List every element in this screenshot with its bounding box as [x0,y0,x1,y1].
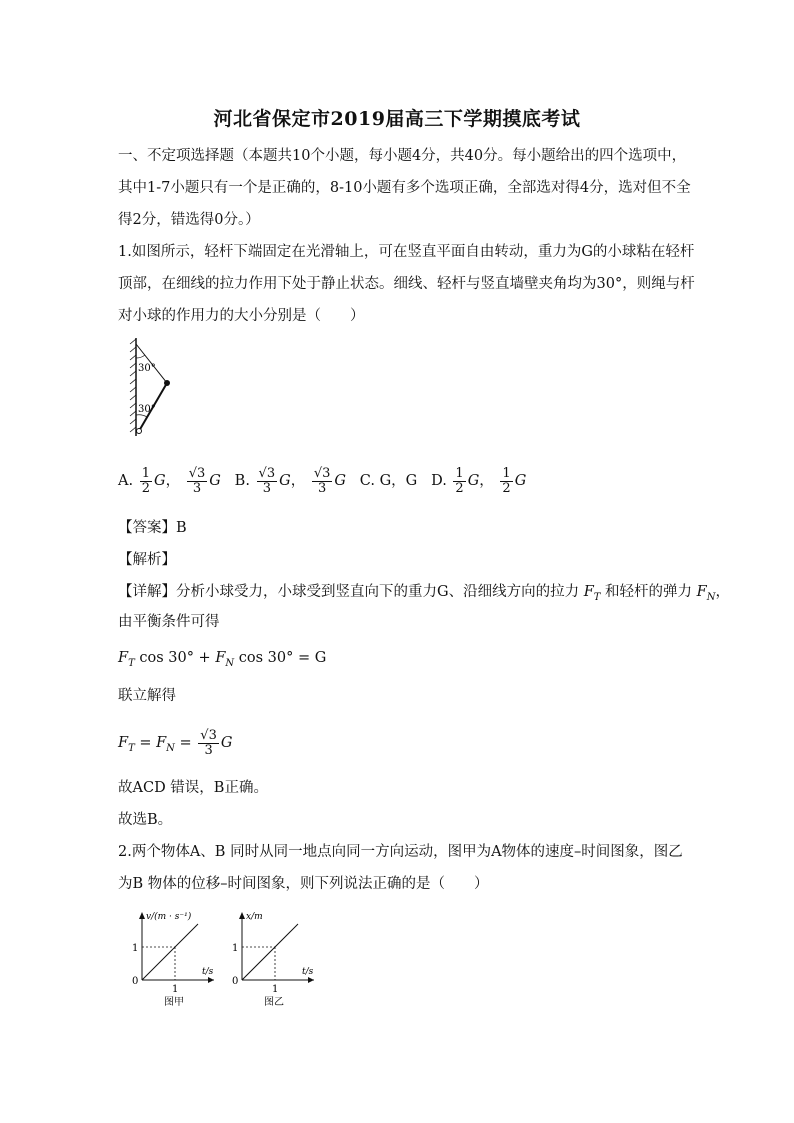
fig-b-xlabel: t/s [302,967,314,977]
q1-equation-1: $F_T$ $\cos 30^\circ + F_N$ cos 30° = G [118,650,327,669]
frac-half: $\frac{1}{2}$ [455,465,464,496]
q2-figure-b [228,908,328,1008]
angle-bottom-label: 30° [138,404,156,415]
q1-equation-2: $F_T = F_N$ = $\frac{√3}{3}$ G [118,727,233,758]
velocity-line [142,924,198,980]
page-title: 河北省保定市2019届高三下学期摸底考试 [213,108,581,130]
q1-text-line1: 1.如图所示，轻杆下端固定在光滑轴上，可在竖直平面自由转动，重力为G的小球粘在轻杆 [118,244,695,260]
q1-conclusion-1: 故ACD 错误，B正确。 [118,780,268,796]
q2-figure-a [128,908,228,1008]
option-c: C. G，G [359,473,418,489]
fig-b-y1: 1 [232,943,239,954]
q2-text-line2: 为B 物体的位移–时间图象，则下列说法正确的是（ ） [118,876,489,892]
fig-a-xlabel: t/s [202,967,214,977]
wall-hatching [130,339,136,432]
q1-joint-solve: 联立解得 [118,688,176,704]
angle-top-label: 30° [138,363,156,374]
frac-half: $\frac{1}{2}$ [141,465,150,496]
frac-root3-over-3: $\frac{√3}{3}$ [313,465,331,496]
q1-answer: 【答案】B [118,520,187,536]
pivot [137,429,142,434]
q1-conclusion-2: 故选B。 [118,812,173,828]
fig-a-ylabel: v/(m · s⁻¹) [146,912,192,922]
option-d-label: D. [431,473,447,489]
displacement-line [242,924,298,980]
frac-half: $\frac{1}{2}$ [502,465,511,496]
frac-root3-over-3: $\frac{√3}{3}$ [188,465,206,496]
fig-b-ylabel: x/m [246,912,263,922]
q1-options: A. $\frac{1}{2}$ G， $\frac{√3}{3}$ G B. $\frac{√3}{3}$ G， $\frac{√3}{3}$ G C. G，G D. $\frac{1}{2}$ G， $\frac{1}{2}$ G [118,465,527,496]
fig-b-caption: 图乙 [264,997,284,1008]
q1-text-line3: 对小球的作用力的大小分别是（ ） [118,308,365,324]
fig-b-origin: 0 [232,976,239,987]
q1-detail-line: 【详解】分析小球受力，小球受到竖直向下的重力G、沿细线方向的拉力 $F_T$ 和轻杆的弹力 $F_N$， [118,584,730,603]
section-instruction-line1: 一、不定项选择题（本题共10个小题，每小题4分，共40分。每小题给出的四个选项中， [118,148,687,164]
section-instruction-line2: 其中1-7小题只有一个是正确的，8-10小题有多个选项正确，全部选对得4分，选对但不全 [118,180,691,196]
option-a-label: A. [118,473,134,489]
fig-a-origin: 0 [132,976,139,987]
q1-text-line2: 顶部，在细线的拉力作用下处于静止状态。细线、轻杆与竖直墙壁夹角均为30°，则绳与杆 [118,276,695,292]
fig-b-x1: 1 [272,984,279,995]
q1-analysis-heading: 【解析】 [118,552,176,568]
q1-figure [128,336,178,440]
q2-text-line1: 2.两个物体A、B 同时从同一地点向同一方向运动，图甲为A物体的速度–时间图象，图乙 [118,844,683,860]
fig-a-y1: 1 [132,943,139,954]
frac-root3-over-3: $\frac{√3}{3}$ [258,465,276,496]
option-b-label: B. [234,473,250,489]
fig-a-x1: 1 [172,984,179,995]
frac-root3-over-3: $\frac{√3}{3}$ [200,727,217,758]
fig-a-caption: 图甲 [164,997,184,1008]
section-instruction-line3: 得2分，错选得0分。） [118,212,260,228]
q1-balance-text: 由平衡条件可得 [118,614,220,630]
ball [164,380,170,386]
